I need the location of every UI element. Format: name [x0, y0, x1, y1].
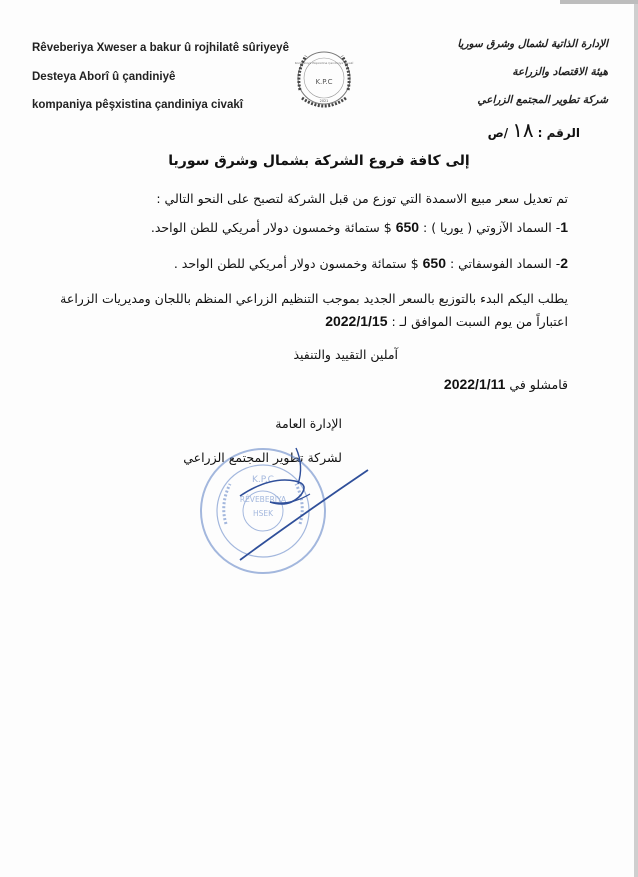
logo-year: 2021	[319, 99, 329, 103]
item-1-description: $ ستمائة وخمسون دولار أمريكي للطن الواحد.	[150, 220, 396, 235]
item-2-price: 650	[422, 255, 446, 271]
reference-value: ١٨	[512, 118, 534, 142]
stamp-top-text: K.P.C	[252, 475, 274, 485]
logo-center-text: K.P.C	[315, 78, 333, 86]
place: قامشلو في	[505, 377, 568, 392]
header-right-line1: الإدارة الذاتية لشمال وشرق سوريا	[457, 38, 608, 50]
header-right-line3: شركة تطوير المجتمع الزراعي	[477, 94, 608, 106]
header-left-line2: Desteya Aborî û çandiniyê	[32, 71, 176, 83]
item-1-price: 650	[395, 219, 420, 235]
header-left-line3: kompaniya pêşxistina çandiniya civakî	[32, 99, 243, 111]
logo-top-text: Kompaniya Pêşxistina Çandiniya Civakî	[294, 61, 354, 65]
company-logo	[288, 42, 360, 120]
handwritten-signature	[200, 436, 380, 566]
item-2-description: $ ستمائة وخمسون دولار أمريكي للطن الواحد .	[173, 256, 423, 271]
reference-number	[488, 118, 580, 142]
effective-date: 2022/1/15	[325, 313, 388, 329]
item-2-label: - السماد الفوسفاتي :	[445, 256, 561, 271]
letter-date: 2022/1/11	[443, 376, 506, 392]
price-item-2	[174, 255, 568, 271]
reference-suffix: /ص	[487, 126, 509, 140]
reference-label: الرقم :	[537, 126, 580, 140]
price-item-1	[151, 219, 568, 235]
header-left-line1: Rêveberiya Xweser a bakur û rojhilatê sûriyeyê	[32, 42, 289, 54]
stamp-bottom-text: HSEK	[252, 509, 274, 518]
request-line-2	[325, 313, 568, 329]
place-date-line	[444, 376, 568, 392]
item-1-label: - السماد الآزوتي ( يوريا ) :	[419, 220, 561, 235]
stamp-mid-text: RÊVEBERIYA	[239, 495, 287, 504]
header-right-line2: هيئة الاقتصاد والزراعة	[512, 66, 608, 78]
item-1-number: 1	[560, 219, 568, 235]
request-line-1: يطلب اليكم البدء بالتوزيع بالسعر الجديد بموجب التنظيم الزراعي المنظم باللجان ومديريات الزراعة	[60, 291, 568, 306]
request-line-2-text: اعتباراً من يوم السبت الموافق لـ :	[387, 314, 568, 329]
item-2-number: 2	[560, 255, 568, 271]
closing-line: آملين التقييد والتنفيذ	[293, 347, 398, 362]
letter-title: إلى كافة فروع الشركة بشمال وشرق سوريا	[168, 153, 470, 169]
scan-edge	[634, 0, 638, 877]
body-intro: تم تعديل سعر مبيع الاسمدة التي توزع من قبل الشركة لتصبح على النحو التالي :	[156, 191, 568, 206]
scan-edge-top	[560, 0, 638, 4]
signature-line-2: لشركة تطوير المجتمع الزراعي	[183, 450, 342, 465]
signature-line-1: الإدارة العامة	[275, 416, 342, 431]
